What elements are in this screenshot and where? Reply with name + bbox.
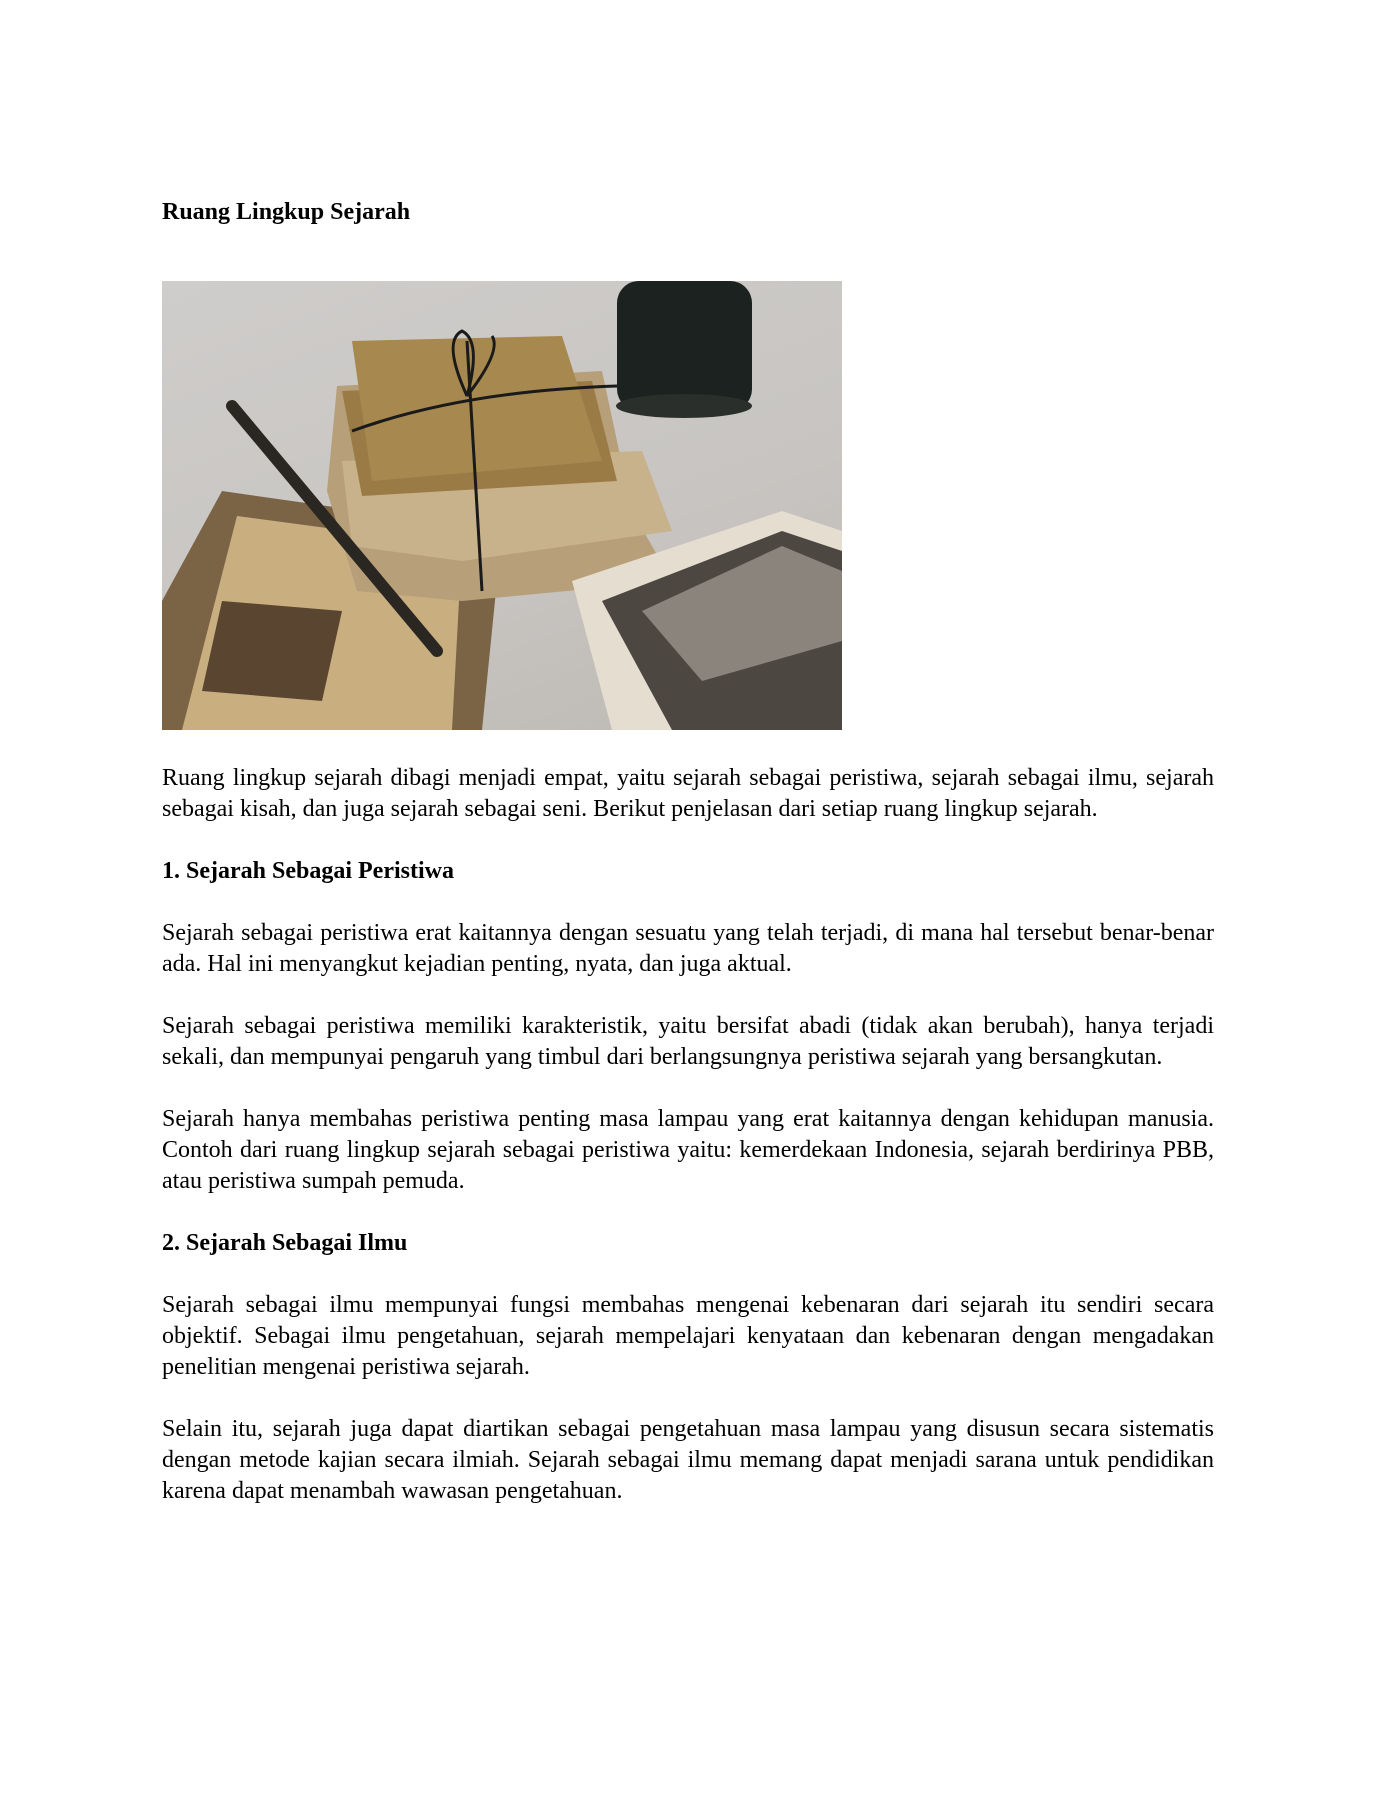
old-letters-photo [162,281,842,730]
paragraph: Sejarah sebagai peristiwa memiliki karakteristik, yaitu bersifat abadi (tidak akan berubah), hanya terjadi sekali, dan mempunyai pengaruh yang timbul dari berlangsungnya peristiwa sejarah yang bersangkutan. [162,1013,1214,1070]
document-body [162,763,1214,1507]
paragraph: Sejarah sebagai peristiwa erat kaitannya dengan sesuatu yang telah terjadi, di mana hal tersebut benar-benar ada. Hal ini menyangkut kejadian penting, nyata, dan juga aktual. [162,920,1214,977]
paragraph: Selain itu, sejarah juga dapat diartikan sebagai pengetahuan masa lampau yang disusun secara sistematis dengan metode kajian secara ilmiah. Sejarah sebagai ilmu memang dapat menjadi sarana untuk pendidikan karena dapat menambah wawasan pengetahuan. [162,1416,1214,1504]
section-heading-ilmu: 2. Sejarah Sebagai Ilmu [162,1230,408,1256]
intro-paragraph: Ruang lingkup sejarah dibagi menjadi empat, yaitu sejarah sebagai peristiwa, sejarah sebagai ilmu, sejarah sebagai kisah, dan juga sejarah sebagai seni. Berikut penjelasan dari setiap ruang lingkup sejarah. [162,765,1214,822]
paragraph: Sejarah sebagai ilmu mempunyai fungsi membahas mengenai kebenaran dari sejarah itu sendiri secara objektif. Sebagai ilmu pengetahuan, sejarah mempelajari kenyataan dan kebenaran dengan mengadakan penelitian mengenai peristiwa sejarah. [162,1292,1214,1380]
paragraph: Sejarah hanya membahas peristiwa penting masa lampau yang erat kaitannya dengan kehidupan manusia. Contoh dari ruang lingkup sejarah sebagai peristiwa yaitu: kemerdekaan Indonesia, sejarah berdirinya PBB, atau peristiwa sumpah pemuda. [162,1106,1214,1194]
document-title: Ruang Lingkup Sejarah [162,199,411,225]
section-heading-peristiwa: 1. Sejarah Sebagai Peristiwa [162,858,454,884]
photo-illustration-icon [162,281,842,730]
